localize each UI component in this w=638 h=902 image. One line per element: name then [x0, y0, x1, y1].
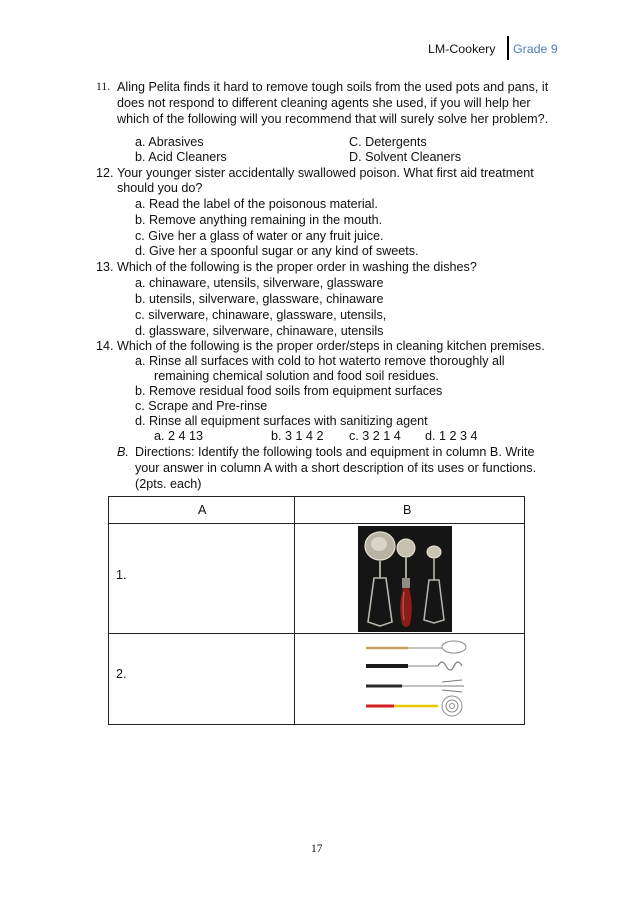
answer-option: b. Acid Cleaners [135, 150, 227, 164]
answer-option: C. Detergents [349, 135, 427, 149]
answer-option: c. Give her a glass of water or any fruit juice. [135, 229, 384, 243]
answer-option: b. Remove anything remaining in the mouth. [135, 213, 383, 227]
section-label: B. [117, 445, 129, 459]
question-number: 11. [96, 81, 110, 93]
question-number: 12. [96, 166, 114, 180]
answer-option: a. chinaware, utensils, silverware, glassware [135, 276, 384, 290]
column-header-a: A [198, 503, 207, 517]
answer-option: b. Remove residual food soils from equipment surfaces [135, 384, 443, 398]
row-number: 2. [116, 667, 127, 681]
answer-option: a. Rinse all surfaces with cold to hot waterto remove thoroughly all [135, 354, 505, 368]
directions-text: (2pts. each) [135, 477, 202, 491]
table-row-divider [108, 523, 525, 524]
answer-option: c. silverware, chinaware, glassware, utensils, [135, 308, 387, 322]
question-number: 13. [96, 260, 114, 274]
question-text: Aling Pelita finds it hard to remove tough soils from the used pots and pans, it [117, 80, 549, 94]
answer-option: a. Abrasives [135, 135, 204, 149]
answer-option: c. Scrape and Pre-rinse [135, 399, 268, 413]
answer-option: remaining chemical solution and food soil residues. [154, 369, 439, 383]
question-text: Your younger sister accidentally swallowed poison. What first aid treatment [117, 166, 534, 180]
whisks-photo [358, 636, 470, 724]
answer-option: d. Give her a spoonful sugar or any kind of sweets. [135, 244, 419, 258]
answer-choice: a. 2 4 13 [154, 429, 204, 443]
answer-choice: b. 3 1 4 2 [271, 429, 324, 443]
answer-choice: c. 3 2 1 4 [349, 429, 401, 443]
answer-option: d. Rinse all equipment surfaces with sanitizing agent [135, 414, 428, 428]
question-text: Which of the following is the proper order in washing the dishes? [117, 260, 477, 274]
directions-text: Directions: Identify the following tools and equipment in column B. Write [135, 445, 535, 459]
page-number: 17 [311, 843, 323, 855]
table-column-divider [294, 496, 295, 725]
answer-option: d. glassware, silverware, chinaware, utensils [135, 324, 384, 338]
table-row-divider [108, 633, 525, 634]
question-text: should you do? [117, 181, 203, 195]
question-number: 14. [96, 339, 114, 353]
grade-label: Grade 9 [513, 42, 558, 56]
answer-choice: d. 1 2 3 4 [425, 429, 478, 443]
answer-option: b. utensils, silverware, glassware, chinaware [135, 292, 384, 306]
document-title: LM-Cookery [428, 42, 496, 56]
directions-text: your answer in column A with a short description of its uses or functions. [135, 461, 537, 475]
answer-option: D. Solvent Cleaners [349, 150, 461, 164]
question-text: which of the following will you recommend that will surely solve her problem?. [117, 112, 549, 126]
row-number: 1. [116, 568, 127, 582]
header-divider [507, 36, 509, 60]
ice-cream-scoops-photo [358, 526, 452, 632]
question-text: Which of the following is the proper order/steps in cleaning kitchen premises. [117, 339, 545, 353]
column-header-b: B [403, 503, 412, 517]
answer-option: a. Read the label of the poisonous material. [135, 197, 378, 211]
question-text: does not respond to different cleaning agents she used, if you will help her [117, 96, 531, 110]
